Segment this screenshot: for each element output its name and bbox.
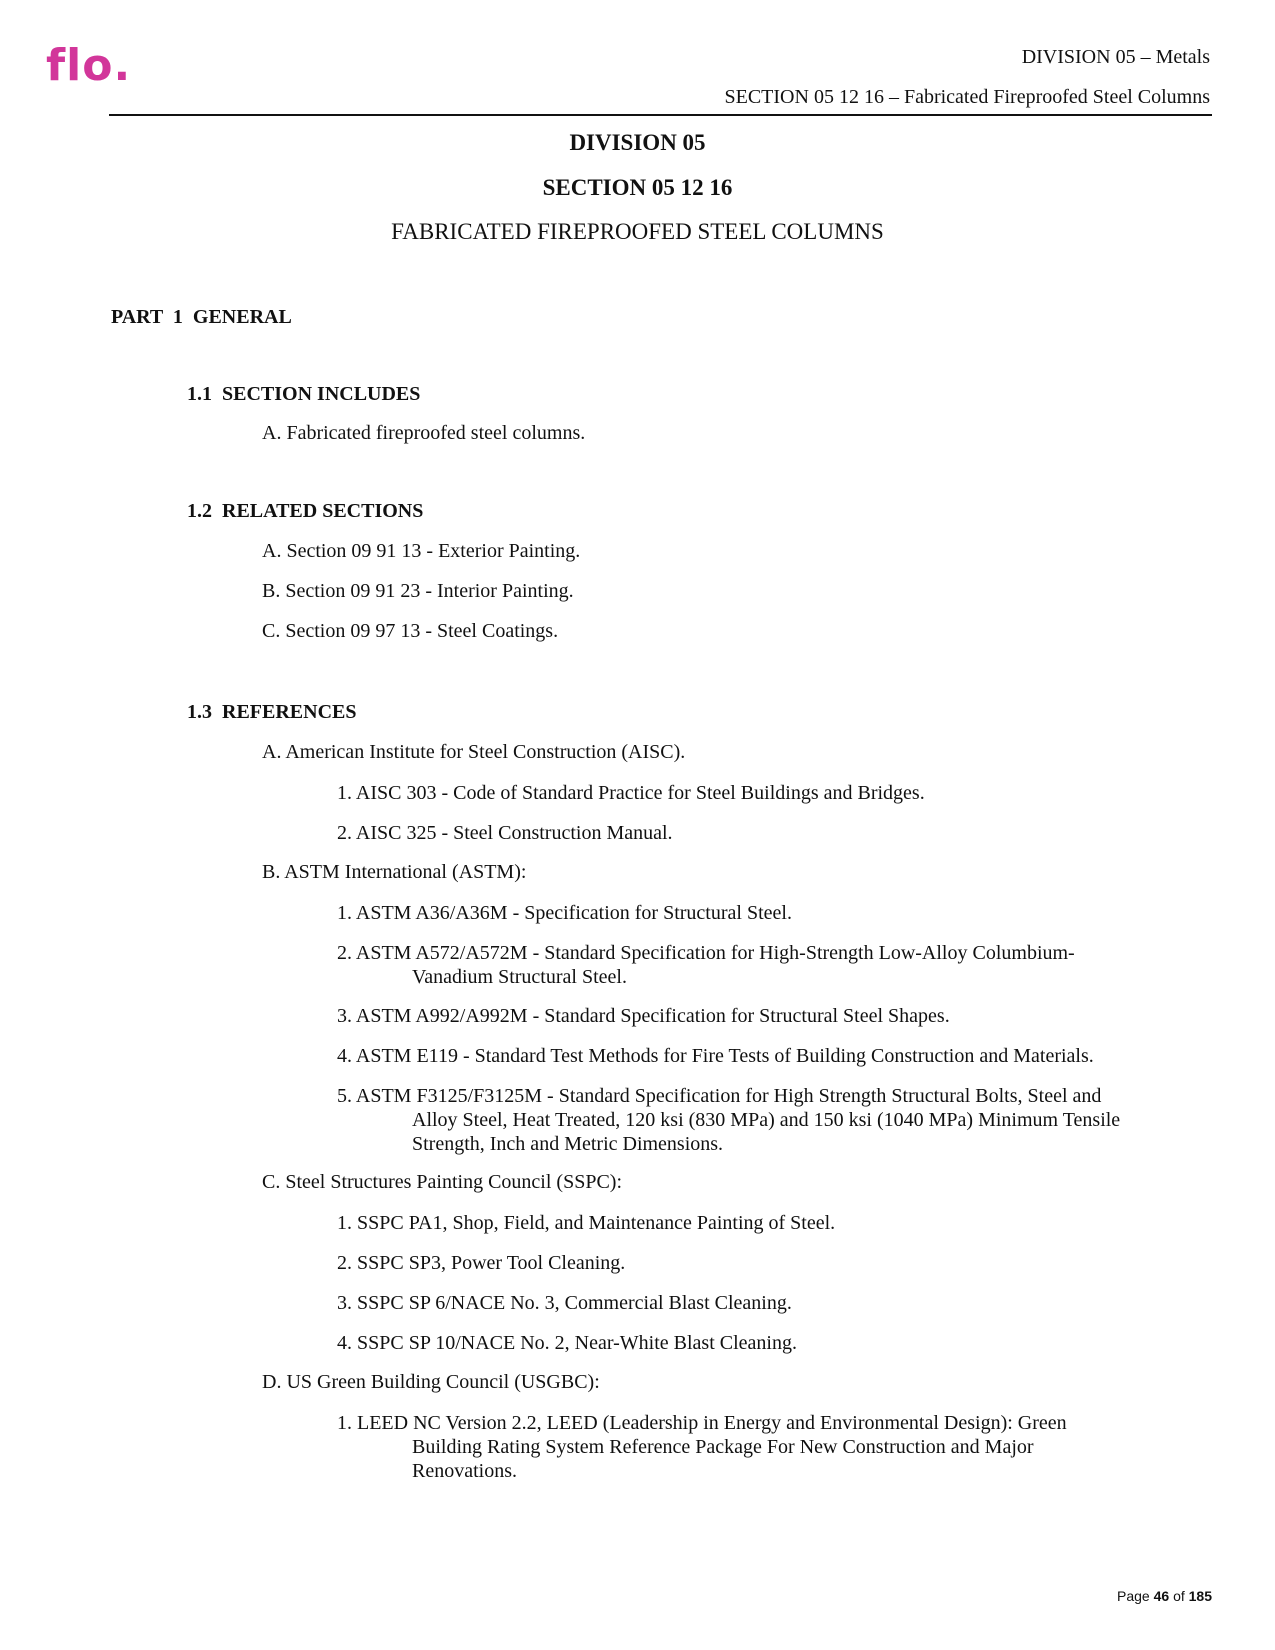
list-subitem: 2. AISC 325 - Steel Construction Manual.	[337, 822, 673, 844]
list-subitem-line: Alloy Steel, Heat Treated, 120 ksi (830 MPa) and 150 ksi (1040 MPa) Minimum Tensile	[412, 1109, 1121, 1131]
list-subitem	[337, 1084, 1157, 1156]
list-subitem: 1. AISC 303 - Code of Standard Practice for Steel Buildings and Bridges.	[337, 782, 925, 804]
list-subitem-line: 5. ASTM F3125/F3125M - Standard Specification for High Strength Structural Bolts, Steel and	[337, 1085, 1102, 1107]
title-name: FABRICATED FIREPROOFED STEEL COLUMNS	[391, 219, 884, 244]
list-item: C. Steel Structures Painting Council (SSPC):	[262, 1171, 623, 1193]
list-subitem: 3. SSPC SP 6/NACE No. 3, Commercial Blast Cleaning.	[337, 1292, 792, 1314]
title-division: DIVISION 05	[569, 130, 706, 155]
page-label: Page	[1117, 1588, 1150, 1604]
flo-logo: flo.	[46, 40, 132, 91]
list-subitem-line: Strength, Inch and Metric Dimensions.	[412, 1133, 724, 1155]
part-heading: PART 1 GENERAL	[111, 306, 292, 328]
section-heading-1-2: 1.2 RELATED SECTIONS	[187, 500, 424, 522]
page-total: 185	[1188, 1588, 1212, 1604]
list-subitem-line: Building Rating System Reference Package For New Construction and Major	[412, 1436, 1034, 1458]
list-subitem-line: 2. ASTM A572/A572M - Standard Specification for High-Strength Low-Alloy Columbium-	[337, 942, 1075, 964]
list-subitem: 4. ASTM E119 - Standard Test Methods for Fire Tests of Building Construction and Materials.	[337, 1045, 1094, 1067]
list-item: B. Section 09 91 23 - Interior Painting.	[262, 580, 574, 602]
list-item: D. US Green Building Council (USGBC):	[262, 1371, 600, 1393]
list-item: B. ASTM International (ASTM):	[262, 861, 527, 883]
header-division: DIVISION 05 – Metals	[1021, 46, 1210, 68]
list-item: A. Fabricated fireproofed steel columns.	[262, 422, 586, 444]
section-heading-1-1: 1.1 SECTION INCLUDES	[187, 383, 421, 405]
list-item: A. American Institute for Steel Construction (AISC).	[262, 741, 686, 763]
list-item: A. Section 09 91 13 - Exterior Painting.	[262, 540, 581, 562]
list-subitem: 1. SSPC PA1, Shop, Field, and Maintenance Painting of Steel.	[337, 1212, 836, 1234]
header-rule	[109, 114, 1212, 116]
list-item: C. Section 09 97 13 - Steel Coatings.	[262, 620, 559, 642]
list-subitem-line: 1. LEED NC Version 2.2, LEED (Leadership in Energy and Environmental Design): Green	[337, 1412, 1067, 1434]
header-section: SECTION 05 12 16 – Fabricated Fireproofed Steel Columns	[724, 86, 1210, 108]
section-heading-1-3: 1.3 REFERENCES	[187, 701, 357, 723]
page-of: of	[1173, 1588, 1185, 1604]
list-subitem	[337, 941, 1157, 989]
list-subitem-line: Vanadium Structural Steel.	[412, 966, 627, 988]
list-subitem	[337, 1411, 1157, 1483]
list-subitem: 4. SSPC SP 10/NACE No. 2, Near-White Blast Cleaning.	[337, 1332, 797, 1354]
list-subitem: 2. SSPC SP3, Power Tool Cleaning.	[337, 1252, 626, 1274]
list-subitem: 1. ASTM A36/A36M - Specification for Structural Steel.	[337, 902, 792, 924]
page-number	[1117, 1588, 1212, 1604]
title-section: SECTION 05 12 16	[542, 175, 733, 200]
list-subitem-line: Renovations.	[412, 1460, 517, 1482]
list-subitem: 3. ASTM A992/A992M - Standard Specification for Structural Steel Shapes.	[337, 1005, 950, 1027]
page-current: 46	[1153, 1588, 1170, 1604]
